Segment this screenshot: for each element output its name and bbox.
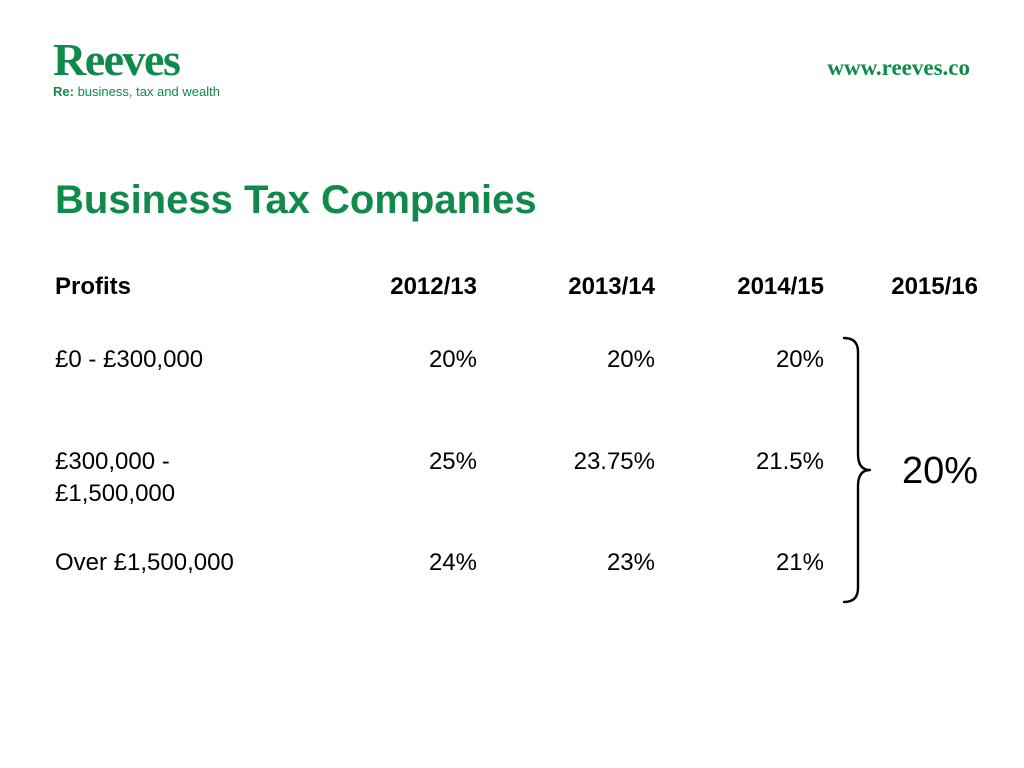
logo-tagline (53, 85, 220, 99)
logo-tagline-text: business, tax and wealth (73, 84, 220, 99)
row-1-rate-2014-15: 20% (775, 346, 824, 373)
row-3-rate-2014-15: 21% (775, 549, 824, 576)
row-2-rate-2013-14: 23.75% (573, 448, 655, 475)
row-3-profit-band: Over £1,500,000 (55, 549, 234, 576)
merged-rate-2015-16: 20% (902, 450, 979, 492)
header-2015-16: 2015/16 (891, 273, 978, 300)
row-2-rate-2014-15: 21.5% (755, 448, 824, 475)
website-url: www.reeves.co (827, 55, 970, 80)
header-profits: Profits (55, 273, 132, 300)
row-3-rate-2013-14: 23% (606, 549, 655, 576)
row-1-profit-band: £0 - £300,000 (55, 346, 204, 373)
row-2-profit-band: £300,000 - £1,500,000 (55, 448, 176, 507)
row-1-rate-2012-13: 20% (428, 346, 477, 373)
header-2012-13: 2012/13 (390, 273, 477, 300)
header-2013-14: 2013/14 (568, 273, 655, 300)
logo (53, 34, 220, 99)
logo-wordmark: Reeves (53, 34, 180, 85)
row-3-rate-2012-13: 24% (428, 549, 477, 576)
right-brace-icon (842, 336, 882, 604)
row-2-rate-2012-13: 25% (428, 448, 477, 475)
slide-title: Business Tax Companies (55, 178, 537, 222)
logo-tagline-prefix: Re: (53, 84, 74, 99)
row-1-rate-2013-14: 20% (606, 346, 655, 373)
header-2014-15: 2014/15 (737, 273, 824, 300)
